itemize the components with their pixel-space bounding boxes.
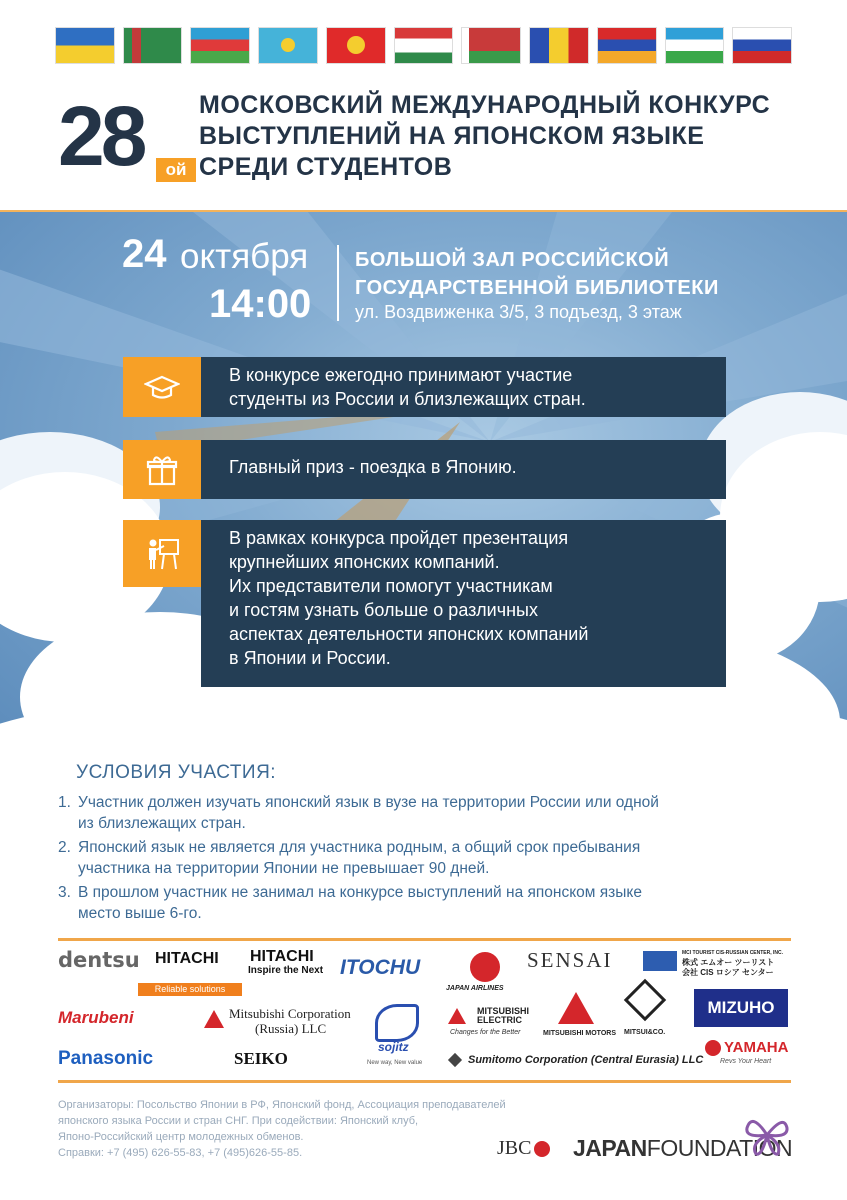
flag-kyrgyzstan bbox=[327, 28, 385, 63]
logo-sumitomo: Sumitomo Corporation (Central Eurasia) LLC bbox=[468, 1054, 704, 1066]
logo-hitachi-tag: Reliable solutions bbox=[138, 983, 242, 996]
logo-sojitz: sojitz bbox=[378, 1040, 409, 1054]
venue-line: ГОСУДАРСТВЕННОЙ БИБЛИОТЕКИ bbox=[355, 277, 719, 299]
divider bbox=[337, 245, 339, 321]
logo-seiko: SEIKO bbox=[234, 1049, 288, 1068]
logo-cis-line1: MCI TOURIST CIS-RUSSIAN CENTER, INC. bbox=[682, 950, 784, 956]
flag-tajikistan bbox=[395, 28, 453, 63]
venue-line: БОЛЬШОЙ ЗАЛ РОССИЙСКОЙ bbox=[355, 249, 670, 271]
jf-rest-text: FOUNDATION bbox=[646, 1135, 793, 1161]
flag-kazakhstan bbox=[259, 28, 317, 63]
logo-panasonic: Panasonic bbox=[58, 1048, 154, 1069]
logo-yamaha-tag: Revs Your Heart bbox=[720, 1058, 772, 1065]
logo-sensai: SENSAI bbox=[527, 948, 613, 972]
flag-turkmenistan bbox=[124, 28, 182, 63]
event-day: 24 bbox=[122, 232, 167, 276]
title-line: МОСКОВСКИЙ МЕЖДУНАРОДНЫЙ КОНКУРС bbox=[199, 91, 771, 119]
info-box bbox=[201, 520, 726, 687]
logo-hitachi: HITACHI bbox=[155, 950, 219, 967]
conditions-list bbox=[58, 792, 778, 927]
info-line: в Японии и России. bbox=[229, 648, 391, 668]
flag-belarus bbox=[462, 28, 520, 63]
info-line: В рамках конкурса пройдет презентация bbox=[229, 528, 569, 548]
conditions-title: УСЛОВИЯ УЧАСТИЯ: bbox=[76, 762, 277, 783]
mitsubishi-electric-icon bbox=[448, 1008, 466, 1024]
jf-bold-text: JAPAN bbox=[573, 1135, 647, 1161]
info-icon-box bbox=[123, 357, 201, 417]
sponsors-bottom-rule bbox=[58, 1080, 791, 1083]
graduation-cap-icon bbox=[144, 369, 180, 405]
gift-icon bbox=[144, 452, 180, 488]
sponsors-top-rule bbox=[58, 938, 791, 941]
event-address: ул. Воздвиженка 3/5, 3 подъезд, 3 этаж bbox=[355, 302, 682, 322]
logo-itochu: ITOCHU bbox=[340, 956, 421, 979]
logo-marubeni: Marubeni bbox=[58, 1008, 134, 1027]
flag-ukraine bbox=[56, 28, 114, 63]
flag-azerbaijan bbox=[191, 28, 249, 63]
logo-cis-line2: 株式 エムオー ツーリスト bbox=[682, 958, 775, 967]
flag-uzbekistan bbox=[666, 28, 724, 63]
event-month: октября bbox=[180, 237, 309, 276]
japan-foundation-butterfly-icon bbox=[742, 1110, 792, 1160]
flag-russia bbox=[733, 28, 791, 63]
info-icon-box bbox=[123, 440, 201, 499]
logo-mitsubishi-electric-1: MITSUBISHI bbox=[477, 1006, 530, 1016]
contest-number-suffix: ой bbox=[156, 158, 196, 182]
footer-line: Японо-Российский центр молодежных обменов. bbox=[58, 1131, 304, 1143]
info-line: В конкурсе ежегодно принимают участие bbox=[229, 365, 573, 385]
flag-moldova bbox=[530, 28, 588, 63]
logo-mitsubishi-electric-tag: Changes for the Better bbox=[450, 1029, 521, 1036]
mitsubishi-diamond-icon bbox=[204, 1010, 224, 1028]
logo-sojitz-tag: New way, New value bbox=[367, 1060, 423, 1066]
info-line: студенты из России и близлежащих стран. bbox=[229, 389, 586, 409]
info-line: и гостям узнать больше о различных bbox=[229, 600, 538, 620]
condition-item bbox=[58, 882, 778, 924]
condition-item bbox=[58, 792, 778, 834]
mitsubishi-motors-icon bbox=[558, 992, 594, 1024]
sumitomo-icon bbox=[448, 1053, 462, 1067]
condition-number: 1. bbox=[58, 794, 71, 811]
yamaha-icon bbox=[705, 1040, 721, 1056]
info-line: Главный приз - поездка в Японию. bbox=[229, 457, 517, 477]
footer-line: Справки: +7 (495) 626-55-83, +7 (495)626-55-85. bbox=[58, 1147, 303, 1159]
logo-mitsubishi-corp-1: Mitsubishi Corporation bbox=[229, 1006, 351, 1021]
condition-number: 3. bbox=[58, 884, 71, 901]
info-line: крупнейших японских компаний. bbox=[229, 552, 500, 572]
flag-armenia bbox=[598, 28, 656, 63]
page-title bbox=[199, 90, 819, 183]
event-venue bbox=[355, 246, 719, 302]
jal-crane-icon bbox=[470, 952, 500, 982]
footer-line: Организаторы: Посольство Японии в РФ, Японский фонд, Ассоциация преподавателей bbox=[58, 1099, 506, 1111]
info-box bbox=[201, 357, 726, 417]
mitsui-mark-icon bbox=[624, 979, 666, 1021]
condition-line: В прошлом участник не занимал на конкурсе выступлений на японском языке bbox=[78, 884, 642, 901]
jbc-sun-icon bbox=[534, 1141, 550, 1157]
condition-item bbox=[58, 837, 778, 879]
logo-mizuho: MIZUHO bbox=[694, 989, 788, 1027]
logo-mitsubishi-corp-2: (Russia) LLC bbox=[255, 1021, 327, 1036]
jbc-text: JBC bbox=[497, 1137, 532, 1159]
logo-mitsubishi-motors: MITSUBISHI MOTORS bbox=[543, 1030, 616, 1037]
footer-line: японского языка России и стран СНГ. При содействии: Японский клуб, bbox=[58, 1115, 419, 1127]
condition-number: 2. bbox=[58, 839, 71, 856]
title-line: ВЫСТУПЛЕНИЙ НА ЯПОНСКОМ ЯЗЫКЕ bbox=[199, 122, 705, 150]
info-line: Их представители помогут участникам bbox=[229, 576, 553, 596]
presentation-icon bbox=[144, 536, 180, 572]
logo-dentsu: dentsu bbox=[58, 948, 140, 972]
info-line: аспектах деятельности японских компаний bbox=[229, 624, 589, 644]
logo-hitachi-2-tag: Inspire the Next bbox=[248, 965, 324, 976]
contest-number: 28 bbox=[58, 89, 144, 183]
sojitz-swoosh-icon bbox=[375, 1004, 419, 1042]
logo-jal: JAPAN AIRLINES bbox=[446, 985, 504, 992]
condition-line: участника на территории Японии не превышает 90 дней. bbox=[78, 860, 490, 877]
logo-hitachi-2: HITACHI bbox=[250, 948, 314, 965]
condition-line: Японский язык не является для участника родным, а общий срок пребывания bbox=[78, 839, 641, 856]
flags-row bbox=[56, 28, 791, 64]
logo-cis-line3: 会社 CIS ロシア センター bbox=[682, 968, 774, 977]
logo-mitsubishi-electric-2: ELECTRIC bbox=[477, 1015, 522, 1025]
info-box bbox=[201, 440, 726, 499]
condition-line: Участник должен изучать японский язык в вузе на территории России или одной bbox=[78, 794, 659, 811]
logo-mitsui: MITSUI&CO. bbox=[624, 1029, 666, 1036]
cis-icon bbox=[643, 951, 677, 971]
condition-line: место выше 6-го. bbox=[78, 905, 202, 922]
info-icon-box bbox=[123, 520, 201, 587]
condition-line: из близлежащих стран. bbox=[78, 815, 246, 832]
logo-jbc bbox=[497, 1137, 550, 1160]
title-line: СРЕДИ СТУДЕНТОВ bbox=[199, 153, 453, 181]
logo-yamaha: YAMAHA bbox=[724, 1039, 789, 1056]
event-time: 14:00 bbox=[209, 282, 312, 326]
